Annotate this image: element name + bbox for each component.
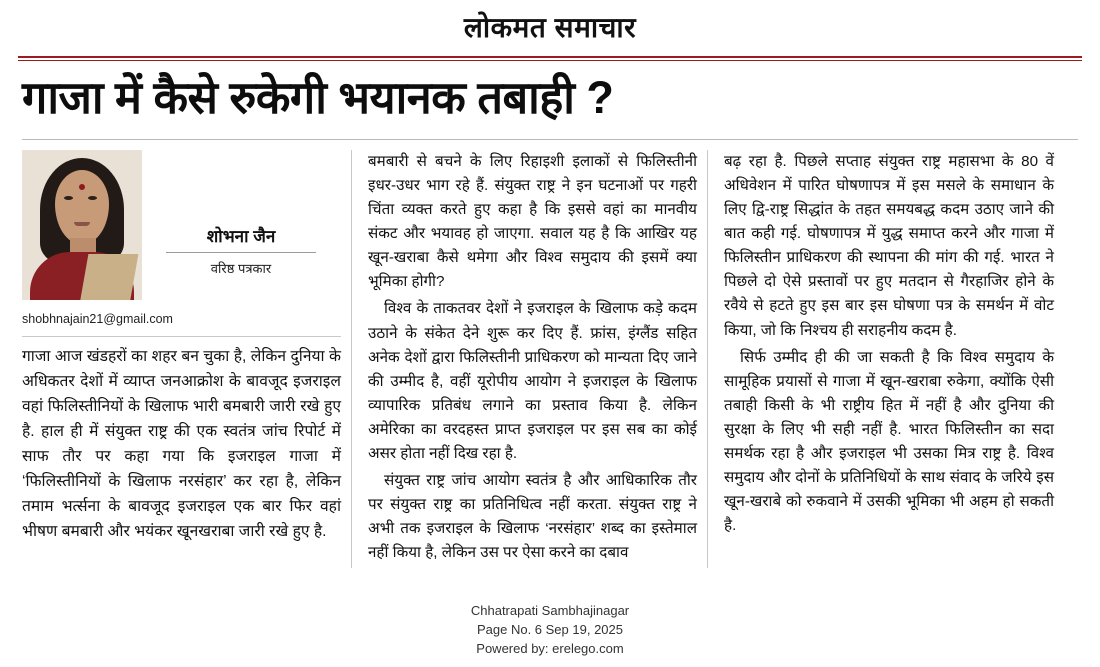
paragraph: विश्व के ताकतवर देशों ने इजराइल के खिलाफ कड़े कदम उठाने के संकेत देने शुरू कर दिए हैं. फ्रांस, इंग्लैंड सहित अनेक देशों द्वारा फिलिस्तीनी प्राधिकरण को मान्यता दिए जाने की उम्मीद है, वहीं यूरोपीय आयोग ने इजराइल के खिलाफ व्यापारिक प्रतिबंध लगाने का प्रस्ताव किया है. लेकिन अमेरिका का वरदहस्त प्राप्त इजराइल पर इस सब का कोई असर होता नहीं दिख रहा है. [368,300,697,462]
masthead-divider [18,56,1082,58]
author-email-divider [22,336,341,337]
paragraph: संयुक्त राष्ट्र जांच आयोग स्वतंत्र है और आधिकारिक तौर पर संयुक्त राष्ट्र का प्रतिनिधित्व नहीं करता. संयुक्त राष्ट्र ने अभी तक इजराइल के खिलाफ ‘नरसंहार’ शब्द का इस्तेमाल नहीं किया है, लेकिन उस पर ऐसा करने का दबाव [368,471,697,561]
article-body [0,140,1100,567]
author-meta [156,150,326,277]
column-2 [368,150,708,567]
paragraph: सिर्फ उम्मीद ही की जा सकती है कि विश्व समुदाय के सामूहिक प्रयासों से गाजा में खून-खराबा रुकेगा, क्योंकि ऐसी तबाही किसी के भी राष्ट्रीय हित में नहीं है और दुनिया की सुरक्षा के लिए भी सही नहीं है. भारत फिलिस्तीन का सदा समर्थक रहा है और इजराइल भी उसका मित्र राष्ट्र है. विश्व समुदाय और दोनों के प्रतिनिधियों के साथ संवाद के जरिये इस खून-खराबे को रुकवाने में उसकी भूमिका भी अहम हो सकती है. [724,348,1054,534]
author-name: शोभना जैन [206,227,276,247]
author-email[interactable]: shobhnajain21@gmail.com [22,312,173,327]
author-divider [166,252,316,253]
author-block [22,150,341,300]
footer-page-date: Page No. 6 Sep 19, 2025 [476,622,623,638]
headline: गाजा में कैसे रुकेगी भयानक तबाही ? [22,72,614,123]
paragraph: बढ़ रहा है. पिछले सप्ताह संयुक्त राष्ट्र महासभा के 80 वें अधिवेशन में पारित घोषणापत्र में इस मसले के समाधान के लिए द्वि-राष्ट्र सिद्धांत के तहत समयबद्ध कदम उठाए जाने की बात कही गई. घोषणापत्र में युद्ध समाप्त करने और गाजा में फिलिस्तीन प्राधिकरण की स्थापना की मांग की गई. भारत ने पिछले दो ऐसे प्रस्तावों पर हुए मतदान से गैरहाजिर होने के रवैये से हटते हुए इस बार इस घोषणा पत्र के समर्थन में वोट किया, जो कि निश्चय ही सराहनीय कदम है. [724,153,1054,339]
paragraph: गाजा आज खंडहरों का शहर बन चुका है, लेकिन दुनिया के अधिकतर देशों में व्याप्त जनआक्रोश के बावजूद इजराइल वहां फिलिस्तीनियों के खिलाफ भारी बमबारी जारी रखे हुए है. हाल ही में संयुक्त राष्ट्र की एक स्वतंत्र जांच रिपोर्ट में साफ तौर पर कहा गया कि इजराइल गाजा में ‘फिलिस्तीनियों के खिलाफ नरसंहार’ कर रहा है, लेकिन तमाम भर्त्सना के बावजूद इजराइल एक बार फिर वहां भीषण बमबारी और भयंकर खूनखराबा जारी रखे हुए है. [22,348,341,540]
paragraph: बमबारी से बचने के लिए रिहाइशी इलाकों से फिलिस्तीनी इधर-उधर भाग रहे हैं. संयुक्त राष्ट्र ने इन घटनाओं पर गहरी चिंता व्यक्त करते हुए कहा है कि इससे वहां का मानवीय संकट और भयावह हो जाएगा. सवाल यह है कि आखिर यह खून-खराबा कैसे थमेगा और विश्व समुदाय की इसमें क्या भूमिका होगी? [368,153,697,291]
masthead-title: लोकमत समाचार [463,12,637,43]
page-footer [0,602,1100,659]
column-1 [22,150,352,567]
headline-wrap [0,61,1100,129]
footer-powered-by: Powered by: erelego.com [476,641,624,657]
author-role: वरिष्ठ पत्रकार [210,261,272,277]
column-3 [724,150,1054,567]
footer-location: Chhatrapati Sambhajinagar [470,603,630,619]
masthead [0,0,1100,48]
author-portrait [22,150,142,300]
